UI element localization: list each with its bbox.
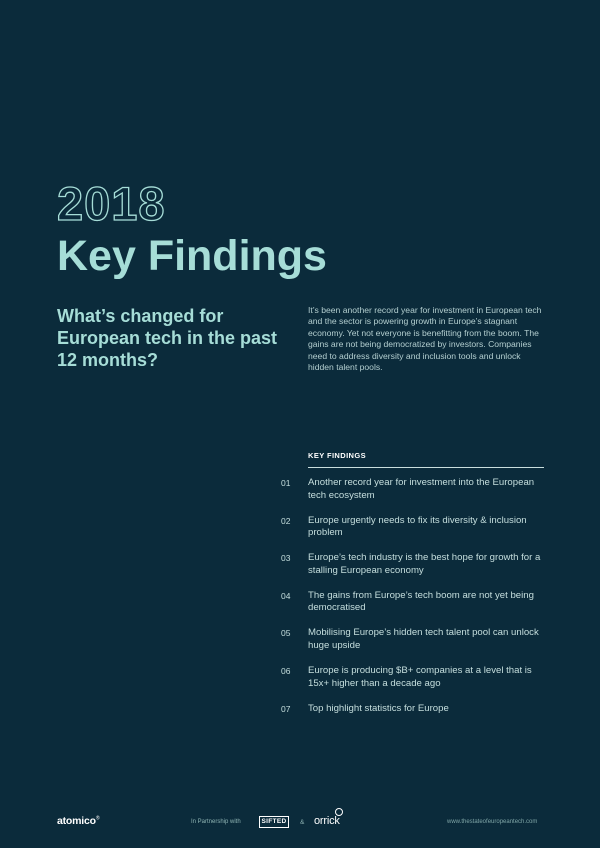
finding-text: Europe is producing $B+ companies at a level that is 15x+ higher than a decade ago bbox=[308, 664, 532, 689]
orrick-logo[interactable]: orrick bbox=[314, 815, 340, 827]
finding-item[interactable] bbox=[281, 665, 546, 703]
finding-number: 01 bbox=[281, 478, 291, 488]
finding-number: 02 bbox=[281, 515, 291, 526]
finding-item[interactable] bbox=[281, 552, 546, 590]
finding-text: Europe urgently needs to fix its diversity & inclusion problem bbox=[308, 514, 527, 539]
finding-item[interactable] bbox=[281, 515, 546, 553]
finding-text: Top highlight statistics for Europe bbox=[308, 702, 449, 714]
finding-text: Another record year for investment into the European tech ecosystem bbox=[308, 477, 535, 501]
footer-url-link[interactable]: www.thestateofeuropeantech.com bbox=[447, 819, 538, 825]
page-title: Key Findings bbox=[57, 232, 327, 280]
report-year: 2018 bbox=[57, 177, 166, 230]
finding-text: Mobilising Europe’s hidden tech talent pool can unlock huge upside bbox=[308, 627, 539, 651]
finding-item[interactable] bbox=[281, 590, 546, 628]
partner-ampersand: & bbox=[300, 819, 305, 826]
key-findings-list bbox=[281, 477, 546, 740]
finding-item[interactable] bbox=[281, 703, 546, 741]
finding-number: 05 bbox=[281, 628, 291, 639]
key-findings-divider bbox=[308, 467, 544, 468]
atomico-logo[interactable] bbox=[57, 815, 99, 827]
finding-number: 07 bbox=[281, 703, 291, 714]
finding-item[interactable] bbox=[281, 477, 546, 515]
sifted-logo[interactable]: SIFTED bbox=[259, 816, 289, 828]
atomico-logo-text: atomico bbox=[57, 815, 96, 827]
intro-paragraph: It’s been another record year for investment in European tech and the sector is powering growth in Europe’s stagnant economy. Yet not everyone is benefitting from the boom. The gains are not being democratized by investors. Companies need to address diversity and inclusion tools and unlock hidden talent pools. bbox=[308, 305, 542, 373]
registered-mark: ® bbox=[95, 815, 100, 822]
finding-item[interactable] bbox=[281, 627, 546, 665]
page-subtitle: What’s changed for European tech in the past 12 months? bbox=[57, 306, 278, 370]
finding-number: 03 bbox=[281, 553, 291, 564]
finding-text: Europe’s tech industry is the best hope for growth for a stalling European economy bbox=[308, 552, 541, 576]
finding-text: The gains from Europe’s tech boom are not yet being democratised bbox=[308, 589, 534, 614]
finding-number: 06 bbox=[281, 665, 291, 676]
finding-number: 04 bbox=[281, 590, 291, 601]
key-findings-heading: KEY FINDINGS bbox=[308, 451, 367, 460]
partnership-label: In Partnership with bbox=[191, 819, 241, 825]
